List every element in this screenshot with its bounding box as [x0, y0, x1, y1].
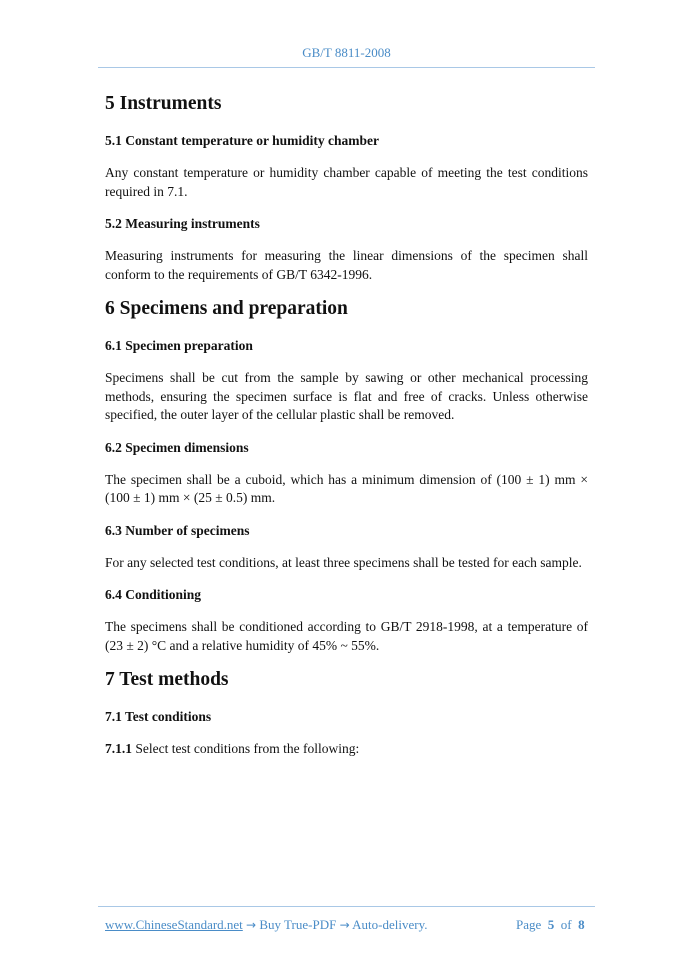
section-7-1-1-number: 7.1.1 — [105, 741, 132, 756]
section-6-2-heading: 6.2 Specimen dimensions — [105, 439, 249, 455]
section-5-1-heading: 5.1 Constant temperature or humidity chamber — [105, 133, 379, 148]
footer-divider — [98, 906, 595, 907]
section-7-1-heading: 7.1 Test conditions — [105, 709, 212, 724]
page-of-label: of — [560, 917, 572, 932]
site-link[interactable]: www.ChineseStandard.net — [105, 917, 243, 932]
page-header: GB/T 8811-2008 — [302, 45, 391, 60]
page-label: Page — [516, 917, 542, 932]
section-5-2-heading: 5.2 Measuring instruments — [105, 216, 260, 231]
section-6-3-text: For any selected test conditions, at least three specimens shall be tested for each sample. — [105, 554, 582, 570]
buy-pdf-link[interactable]: Buy True-PDF — [259, 917, 337, 932]
section-6-1-text: Specimens shall be cut from the sample by sawing or other mechanical processing methods, ensuring the specimen surface is flat and free of cracks. Unless otherwise specified, the outer layer of the cellular plastic shall be removed. — [105, 370, 588, 422]
document-body — [105, 93, 588, 773]
section-5-heading: 5 Instruments — [105, 93, 222, 114]
section-6-3-heading: 6.3 Number of specimens — [105, 522, 250, 538]
section-5-2-text: Measuring instruments for measuring the linear dimensions of the specimen shall conform to the requirements of GB/T 6342-1996. — [105, 248, 588, 282]
section-6-2-text: The specimen shall be a cuboid, which has a minimum dimension of (100 ± 1) mm × (100 ± 1) mm × (25 ± 0.5) mm. — [105, 471, 588, 505]
header-divider — [98, 67, 595, 68]
arrow-right-icon: → — [246, 918, 257, 932]
section-7-1-1-text — [105, 740, 588, 759]
section-7-1-1-content: Select test conditions from the following: — [135, 741, 360, 756]
auto-delivery-text: Auto-delivery. — [352, 917, 428, 932]
arrow-right-icon: → — [339, 918, 350, 932]
section-6-4-text: The specimens shall be conditioned according to GB/T 2918-1998, at a temperature of (23 ± 2) °C and a relative humidity of 45% ~ 55%. — [105, 619, 588, 653]
section-6-4-heading: 6.4 Conditioning — [105, 587, 202, 602]
section-6-heading: 6 Specimens and preparation — [105, 298, 348, 319]
section-6-1-heading: 6.1 Specimen preparation — [105, 338, 253, 353]
page-total: 8 — [578, 917, 585, 932]
section-5-1-text: Any constant temperature or humidity chamber capable of meeting the test conditions required in 7.1. — [105, 165, 588, 199]
footer-links — [105, 917, 428, 933]
page-current: 5 — [547, 917, 555, 932]
page-indicator — [516, 917, 585, 933]
section-7-heading: 7 Test methods — [105, 669, 229, 690]
